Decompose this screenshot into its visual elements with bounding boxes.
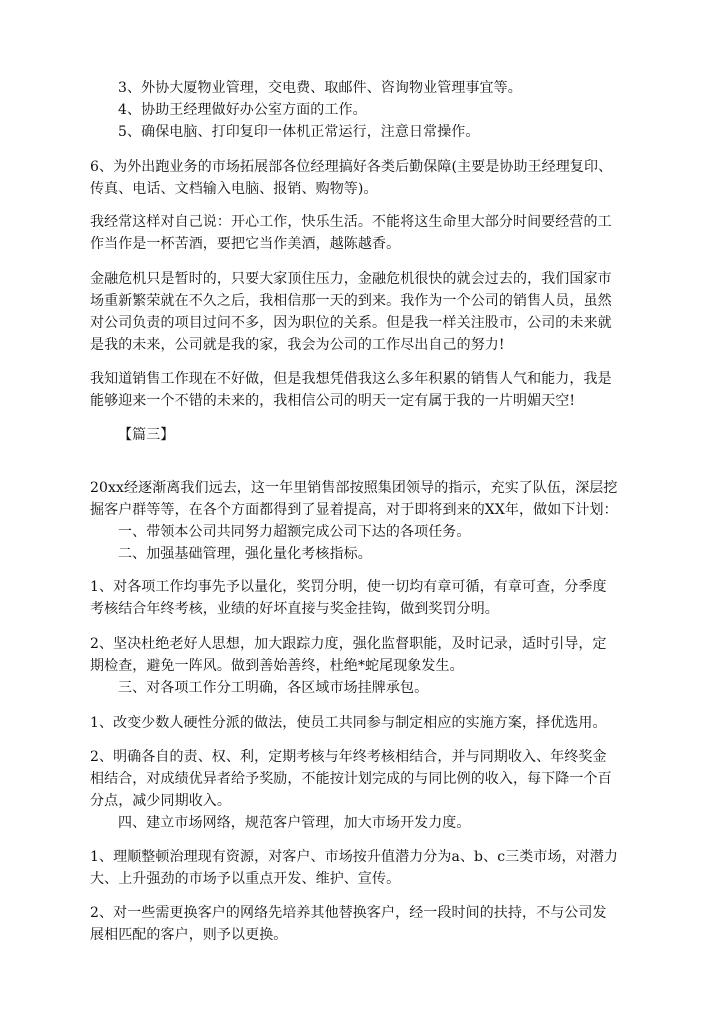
text-line: 6、为外出跑业务的市场拓展部各位经理搞好各类后勤保障(主要是协助王经理复印、 <box>90 159 613 175</box>
text-line: 展相匹配的客户，则予以更换。 <box>90 927 288 943</box>
text-line: 一、带领本公司共同努力超额完成公司下达的各项任务。 <box>118 524 471 540</box>
text-line: 分点，减少同期收入。 <box>90 793 231 809</box>
text-line: 作当作是一杯苦酒，要把它当作美酒，越陈越香。 <box>90 236 401 252</box>
text-line: 三、对各项工作分工明确，各区域市场挂牌承包。 <box>118 680 429 696</box>
text-line: 相结合，对成绩优异者给予奖励，不能按计划完成的与同比例的收入，每下降一个百 <box>90 771 612 787</box>
text-line: 期检查，避免一阵风。做到善始善终，杜绝*蛇尾现象发生。 <box>90 658 464 674</box>
text-line: 4、协助王经理做好办公室方面的工作。 <box>118 102 367 118</box>
text-line: 考核结合年终考核，业绩的好坏直接与奖金挂钩，做到奖罚分明。 <box>90 601 499 617</box>
text-line: 能够迎来一个不错的未来的，我相信公司的明天一定有属于我的一片明媚天空! <box>90 393 576 409</box>
text-line: 我知道销售工作现在不好做，但是我想凭借我这么多年积累的销售人气和能力，我是 <box>90 371 612 387</box>
text-line: 对公司负责的项目过问不多，因为职位的关系。但是我一样关注股市，公司的未来就 <box>90 315 612 331</box>
text-line: 1、改变少数人硬性分派的做法，使员工共同参与制定相应的实施方案，择优选用。 <box>90 715 607 731</box>
text-line: 场重新繁荣就在不久之后，我相信那一天的到来。我作为一个公司的销售人员，虽然 <box>90 293 612 309</box>
text-line: 1、对各项工作均事先予以量化，奖罚分明，使一切均有章可循，有章可查，分季度 <box>90 579 607 595</box>
text-line: 二、加强基础管理，强化量化考核指标。 <box>118 546 372 562</box>
text-line: 2、明确各自的责、权、利，定期考核与年终考核相结合，并与同期收入、年终奖金 <box>90 749 607 765</box>
section-heading: 【篇三】 <box>118 427 175 443</box>
text-line: 四、建立市场网络，规范客户管理，加大市场开发力度。 <box>118 815 471 831</box>
text-line: 掘客户群等等，在各个方面都得到了显着提高，对于即将到来的XX年，做如下计划： <box>90 502 618 518</box>
text-line: 1、理顺整顿治理现有资源，对客户、市场按升值潜力分为a、b、c三类市场，对潜力 <box>90 849 618 865</box>
text-line: 金融危机只是暂时的，只要大家顶住压力，金融危机很快的就会过去的，我们国家市 <box>90 271 612 287</box>
text-line: 3、外协大厦物业管理，交电费、取邮件、咨询物业管理事宜等。 <box>118 80 522 96</box>
text-line: 5、确保电脑、打印复印一体机正常运行，注意日常操作。 <box>118 124 480 140</box>
text-line: 2、对一些需更换客户的网络先培养其他替换客户，经一段时间的扶持，不与公司发 <box>90 905 607 921</box>
text-line: 我经常这样对自己说：开心工作，快乐生活。不能将这生命里大部分时间要经营的工 <box>90 214 612 230</box>
text-line: 是我的未来，公司就是我的家，我会为公司的工作尽出自己的努力! <box>90 337 505 353</box>
text-line: 2、坚决杜绝老好人思想，加大跟踪力度，强化监督职能，及时记录，适时引导，定 <box>90 636 607 652</box>
text-line: 大、上升强劲的市场予以重点开发、维护、宣传。 <box>90 871 401 887</box>
text-line: 传真、电话、文档输入电脑、报销、购物等)。 <box>90 181 378 197</box>
text-line: 20xx经逐渐离我们远去，这一年里销售部按照集团领导的指示，充实了队伍，深层挖 <box>90 480 618 496</box>
